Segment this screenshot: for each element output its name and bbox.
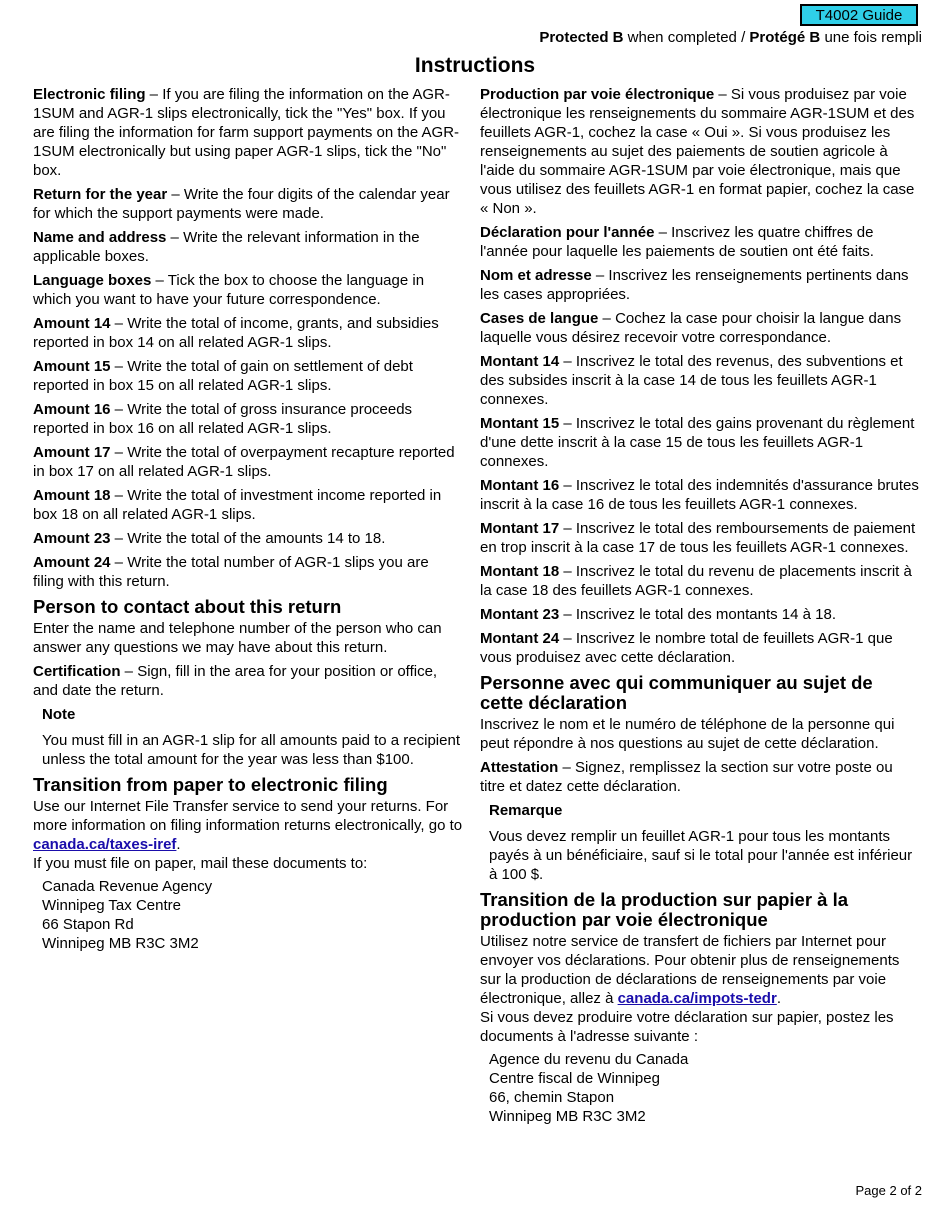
item-text: – Write the total of the amounts 14 to 18.: [110, 530, 386, 547]
item-term: Amount 17: [33, 444, 111, 461]
address-line: Centre fiscal de Winnipeg: [489, 1070, 660, 1087]
certification-item: [33, 662, 463, 700]
impots-tedr-link[interactable]: canada.ca/impots-tedr: [617, 990, 777, 1007]
address-line: Winnipeg Tax Centre: [42, 897, 181, 914]
item-term: Name and address: [33, 229, 167, 246]
item-text: – Inscrivez le total des revenus, des subventions et des subsides inscrit à la case 14 de tous les feuillets AGR-1 connexes.: [480, 353, 903, 408]
item-text: – Inscrivez les renseignements pertinents dans les cases appropriées.: [480, 267, 909, 303]
instruction-item: [33, 271, 463, 309]
note-title: Note: [42, 706, 76, 723]
instruction-item: [480, 352, 920, 409]
instruction-item: [33, 529, 463, 548]
transition-text: [33, 797, 463, 873]
item-term: Attestation: [480, 759, 559, 776]
transition-text-2-fr: Si vous devez produire votre déclaration sur papier, postez les documents à l'adresse suivante :: [480, 1009, 894, 1045]
instruction-item: [33, 85, 463, 180]
instruction-item: [33, 486, 463, 524]
note-box: [33, 705, 463, 769]
transition-text-1: Use our Internet File Transfer service to send your returns. For more information on filing information returns electronically, go to: [33, 798, 463, 834]
page-number: Page 2 of 2: [855, 1183, 922, 1198]
item-term: Montant 24: [480, 630, 560, 647]
english-items: [33, 85, 463, 591]
french-column: [480, 85, 920, 1126]
contact-text-fr: Inscrivez le nom et le numéro de téléphone de la personne qui peut répondre à nos questions au sujet de cette déclaration.: [480, 716, 895, 752]
instruction-item: [480, 223, 920, 261]
item-term: Amount 18: [33, 487, 111, 504]
item-text: – Write the total of income, grants, and subsidies reported in box 14 on all related AGR-1 slips.: [33, 315, 439, 351]
item-text: – Tick the box to choose the language in which you want to have your future correspondence.: [33, 272, 425, 308]
attestation-item: [480, 758, 920, 796]
instruction-item: [33, 357, 463, 395]
item-term: Montant 18: [480, 563, 560, 580]
item-text: – Inscrivez le total des indemnités d'assurance brutes inscrit à la case 16 de tous les feuillets AGR-1 connexes.: [480, 477, 919, 513]
transition-text-end-fr: .: [776, 990, 781, 1007]
page-title: Instructions: [414, 54, 536, 77]
protected-b-notice: [539, 29, 922, 46]
transition-heading-fr: Transition de la production sur papier à la production par voie électronique: [480, 889, 849, 930]
item-text: – Write the total of overpayment recapture reported in box 17 on all related AGR-1 slips.: [33, 444, 455, 480]
item-text: – Inscrivez le total des remboursements de paiement en trop inscrit à la case 17 de tous les feuillets AGR-1 connexes.: [480, 520, 916, 556]
instruction-item: [33, 185, 463, 223]
instruction-item: [480, 519, 920, 557]
instruction-item: [33, 400, 463, 438]
item-term: Montant 23: [480, 606, 560, 623]
instruction-item: [33, 314, 463, 352]
item-term: Nom et adresse: [480, 267, 592, 284]
transition-paragraph-fr: [480, 932, 920, 1008]
item-text: – Inscrivez le total du revenu de placements inscrit à la case 18 des feuillets AGR-1 connexes.: [480, 563, 912, 599]
item-text: – Si vous produisez par voie électronique les renseignements du sommaire AGR-1SUM et des feuillets AGR-1, cochez la case « Oui ». Si vous produisez les renseignements au sujet des paiements de soutien agricole à l'aide du sommaire AGR-1SUM par voie électronique, mais que vous utilisez des feuillets AGR-1 en format papier, cochez la case « Non ».: [480, 86, 915, 217]
address-line: Winnipeg MB R3C 3M2: [489, 1108, 646, 1125]
item-text: – Write the total of gain on settlement of debt reported in box 15 on all related AGR-1 slips.: [33, 358, 413, 394]
item-term: Return for the year: [33, 186, 168, 203]
item-term: Cases de langue: [480, 310, 599, 327]
item-term: Amount 23: [33, 530, 111, 547]
item-text: – Inscrivez le nombre total de feuillets AGR-1 que vous produisez avec cette déclaration.: [480, 630, 893, 666]
address-line: 66, chemin Stapon: [489, 1089, 615, 1106]
remarque-box: [480, 801, 920, 884]
item-text: – If you are filing the information on the AGR-1SUM and AGR-1 slips electronically, tick the "Yes" box. If you are filing the information for farm support payments on the AGR-1SUM electronically but using paper AGR-1 slips, tick the "No" box.: [33, 86, 460, 179]
taxes-iref-link[interactable]: canada.ca/taxes-iref: [33, 836, 177, 853]
instruction-item: [480, 605, 920, 624]
protected-b-en: Protected B: [539, 29, 624, 46]
instruction-item: [480, 309, 920, 347]
item-term: Production par voie électronique: [480, 86, 715, 103]
contact-text: Enter the name and telephone number of the person who can answer any questions we may have about this return.: [33, 620, 442, 656]
item-term: Amount 14: [33, 315, 111, 332]
item-term: Amount 16: [33, 401, 111, 418]
transition-paragraph: [33, 797, 463, 854]
contact-heading-fr: Personne avec qui communiquer au sujet de cette déclaration: [480, 672, 873, 713]
item-term: Montant 17: [480, 520, 560, 537]
instruction-item: [480, 414, 920, 471]
transition-heading: Transition from paper to electronic filing: [33, 774, 388, 795]
instruction-item: [33, 443, 463, 481]
une-fois-rempli: une fois rempli: [820, 29, 922, 46]
when-completed: when completed: [623, 29, 742, 46]
item-text: – Cochez la case pour choisir la langue dans laquelle vous désirez recevoir votre correspondance.: [480, 310, 902, 346]
item-term: Amount 24: [33, 554, 111, 571]
item-text: – Sign, fill in the area for your position or office, and date the return.: [33, 663, 438, 699]
address-line: Canada Revenue Agency: [42, 878, 213, 895]
item-term: Certification: [33, 663, 121, 680]
item-term: Montant 16: [480, 477, 560, 494]
item-term: Electronic filing: [33, 86, 146, 103]
separator: /: [741, 29, 746, 46]
item-text: – Inscrivez les quatre chiffres de l'année pour laquelle les paiements de soutien ont été faits.: [480, 224, 874, 260]
transition-text-2: If you must file on paper, mail these documents to:: [33, 855, 368, 872]
address-line: Winnipeg MB R3C 3M2: [42, 935, 199, 952]
instruction-item: [33, 553, 463, 591]
instruction-item: [480, 562, 920, 600]
item-term: Montant 15: [480, 415, 560, 432]
mailing-address-fr: [480, 1050, 920, 1126]
item-text: – Write the total of gross insurance proceeds reported in box 16 on all related AGR-1 slips.: [33, 401, 413, 437]
item-text: – Write the total number of AGR-1 slips you are filing with this return.: [33, 554, 429, 590]
item-text: – Write the total of investment income reported in box 18 on all related AGR-1 slips.: [33, 487, 442, 523]
instruction-item: [33, 228, 463, 266]
item-text: – Inscrivez le total des gains provenant du règlement d'une dette inscrit à la case 15 de tous les feuillets AGR-1 connexes.: [480, 415, 915, 470]
item-term: Language boxes: [33, 272, 152, 289]
item-text: – Write the four digits of the calendar year for which the support payments were made.: [33, 186, 450, 222]
item-term: Déclaration pour l'année: [480, 224, 655, 241]
remarque-text: Vous devez remplir un feuillet AGR-1 pour tous les montants payés à un bénéficiaire, sauf si le total pour l'année est inférieur à 100 $.: [489, 828, 913, 883]
address-line: Agence du revenu du Canada: [489, 1051, 689, 1068]
item-text: – Signez, remplissez la section sur votre poste ou titre et datez cette déclaration.: [480, 759, 893, 795]
transition-text-1-fr: Utilisez notre service de transfert de fichiers par Internet pour envoyer vos déclarations. Pour obtenir plus de renseignements sur la production de déclarations de renseignements par voie électronique, allez à: [480, 933, 900, 1007]
transition-text-fr: [480, 932, 920, 1046]
instruction-item: [480, 629, 920, 667]
instruction-item: [480, 476, 920, 514]
instruction-item: [480, 85, 920, 218]
mailing-address: [33, 877, 463, 953]
remarque-title: Remarque: [489, 802, 563, 819]
instruction-item: [480, 266, 920, 304]
item-term: Montant 14: [480, 353, 560, 370]
t4002-guide-button[interactable]: T4002 Guide: [800, 4, 918, 26]
item-text: – Inscrivez le total des montants 14 à 18.: [559, 606, 836, 623]
item-text: – Write the relevant information in the applicable boxes.: [33, 229, 420, 265]
protected-b-fr: Protégé B: [749, 29, 821, 46]
address-line: 66 Stapon Rd: [42, 916, 134, 933]
item-term: Amount 15: [33, 358, 111, 375]
french-items: [480, 85, 920, 667]
english-column: [33, 85, 463, 953]
note-text: You must fill in an AGR-1 slip for all amounts paid to a recipient unless the total amount for the year was less than $100.: [42, 732, 460, 768]
transition-text-end: .: [176, 836, 181, 853]
contact-heading: Person to contact about this return: [33, 596, 342, 617]
